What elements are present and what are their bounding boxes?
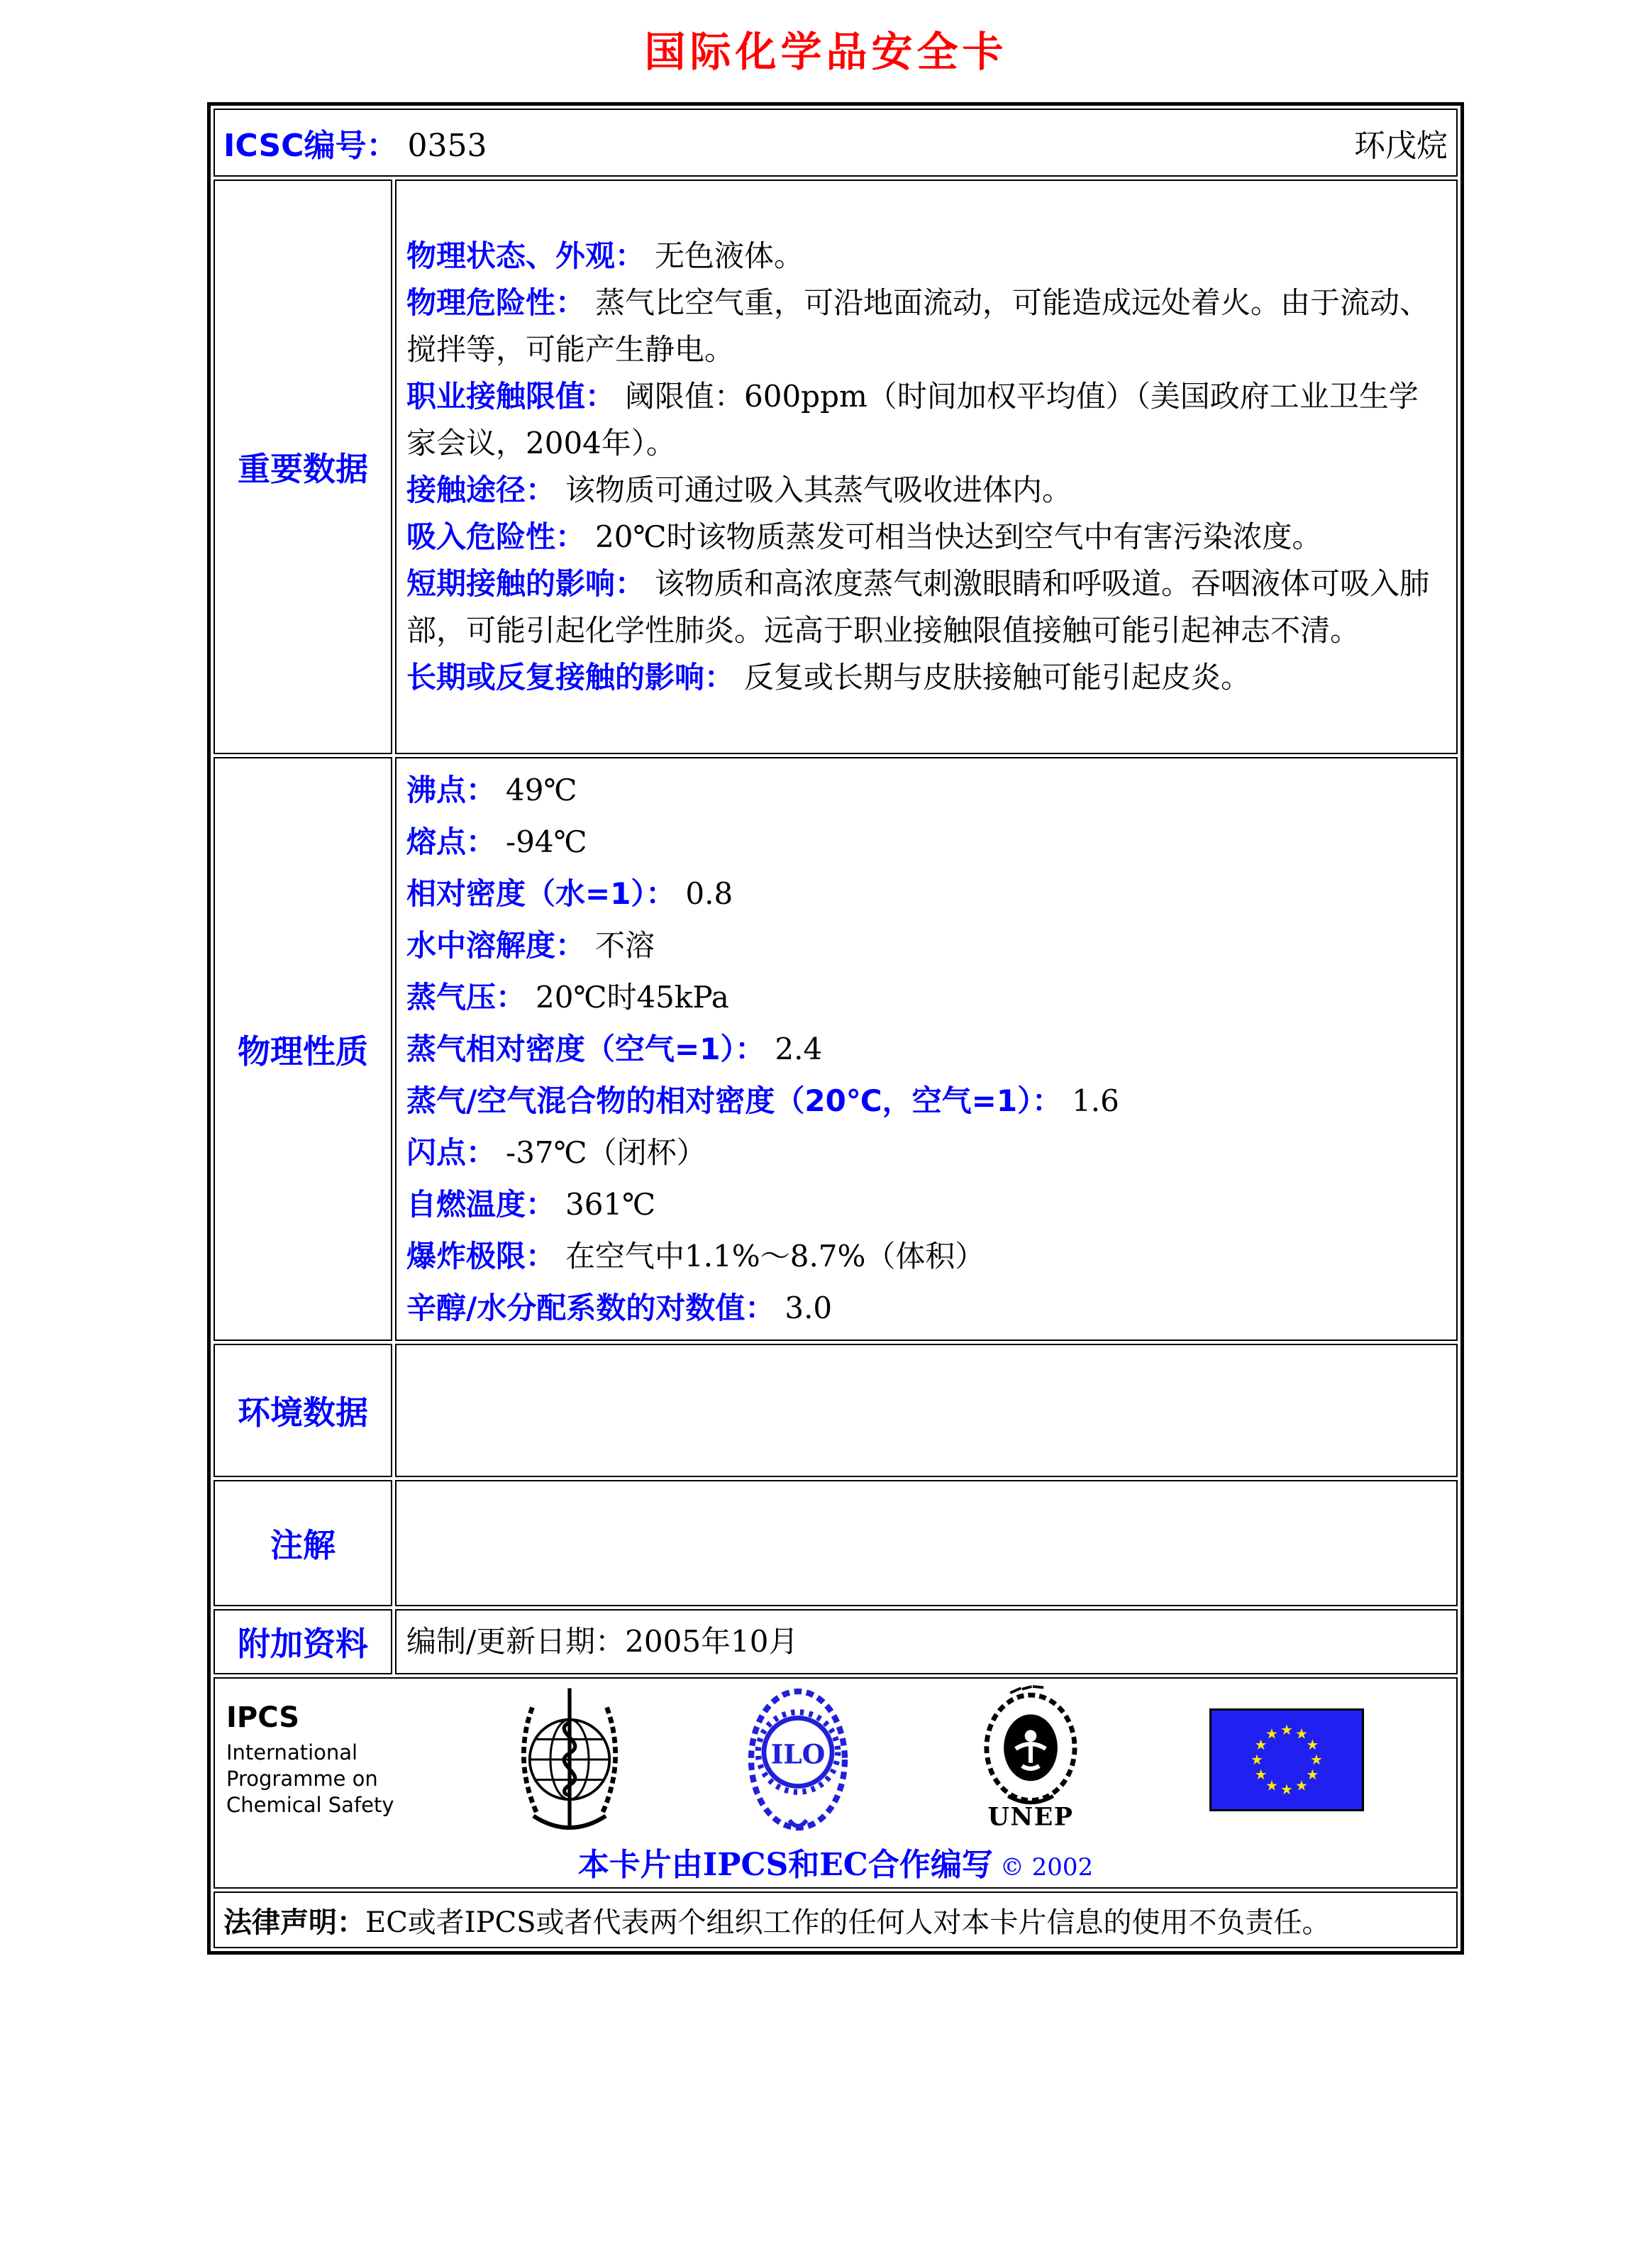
caption-text: 本卡片由IPCS和EC合作编写 [577,1847,993,1883]
legal-row [214,1891,1458,1948]
legal-cell [214,1891,1458,1948]
field-value: 阈限值：600ppm（时间加权平均值）（美国政府工业卫生学家会议，2004年）。 [406,379,1419,460]
legal-label: 法律声明： [223,1906,365,1939]
field-value: 反复或长期与皮肤接触可能引起皮炎。 [744,660,1251,695]
section-label-environmental-data: 环境数据 [214,1344,392,1477]
ipcs-line: International [226,1740,358,1764]
important-data-item [406,654,1446,701]
field-label: 蒸气相对密度（空气=1）： [406,1032,765,1066]
chemical-name: 环戊烷 [1354,128,1448,164]
field-label: 长期或反复接触的影响： [406,660,735,695]
field-label: 爆炸极限： [406,1239,556,1274]
physical-properties-content [395,757,1458,1341]
field-value: 在空气中1.1%～8.7%（体积） [565,1239,985,1274]
field-label: 编制/更新日期： [406,1624,626,1659]
svg-text:★: ★ [1295,1725,1308,1742]
field-value: 该物质和高浓度蒸气刺激眼睛和呼吸道。吞咽液体可吸入肺部，可能引起化学性肺炎。远高于职业接触限值接触可能引起神志不清。 [406,566,1430,648]
field-value: 49℃ [506,773,577,807]
field-value: 20℃时该物质蒸发可相当快达到空气中有害污染浓度。 [595,519,1322,554]
icsc-number-label: ICSC编号： [223,128,398,164]
field-label: 闪点： [406,1135,497,1170]
field-label: 辛醇/水分配系数的对数值： [406,1291,775,1325]
field-value: 0.8 [685,876,733,911]
field-value: 无色液体。 [655,238,804,273]
important-data-item [406,280,1446,373]
safety-card-table [207,102,1464,1955]
physical-property-item [406,1023,1446,1075]
environmental-data-row [214,1344,1458,1477]
field-value: 蒸气比空气重，可沿地面流动，可能造成远处着火。由于流动、搅拌等，可能产生静电。 [406,285,1430,367]
svg-text:★: ★ [1251,1750,1263,1768]
icsc-number-group [223,120,487,165]
field-label: 蒸气压： [406,980,526,1015]
svg-text:★: ★ [1254,1735,1268,1753]
field-value: 该物质可通过吸入其蒸气吸收进体内。 [565,473,1072,507]
important-data-item [406,467,1446,514]
field-label: 短期接触的影响： [406,566,645,601]
physical-property-item [406,1230,1446,1282]
field-value: 2.4 [775,1032,823,1066]
svg-text:★: ★ [1265,1725,1278,1742]
physical-property-item [406,971,1446,1023]
important-data-row [214,179,1458,754]
important-data-item [406,514,1446,560]
section-label-additional-info: 附加资料 [214,1609,392,1674]
svg-text:★: ★ [1306,1735,1319,1753]
field-label: 蒸气/空气混合物的相对密度（20℃，空气=1）： [406,1083,1063,1118]
cooperation-caption [215,1839,1456,1884]
ilo-logo-letters: ILO [770,1738,826,1770]
legal-text: EC或者IPCS或者代表两个组织工作的任何人对本卡片信息的使用不负责任。 [365,1906,1331,1939]
field-label: 沸点： [406,773,497,807]
notes-content [395,1480,1458,1606]
field-label: 熔点： [406,824,497,859]
field-label: 接触途径： [406,473,556,507]
svg-text:★: ★ [1295,1776,1308,1794]
important-data-item [406,233,1446,280]
ipcs-acronym: IPCS [226,1701,300,1734]
field-value: -37℃（闭杯） [506,1135,706,1170]
svg-text:★: ★ [1280,1780,1293,1798]
notes-row [214,1480,1458,1606]
field-value: 1.6 [1072,1083,1119,1118]
field-label: 吸入危险性： [406,519,586,554]
logos-row [214,1677,1458,1889]
page-title: 国际化学品安全卡 [644,28,1008,76]
field-value: -94℃ [506,824,587,859]
field-label: 相对密度（水=1）： [406,876,676,911]
field-label: 职业接触限值： [406,379,616,414]
important-data-item [406,373,1446,467]
ilo-logo-icon [745,1684,851,1835]
field-value: 361℃ [565,1187,656,1222]
physical-property-item [406,1282,1446,1334]
additional-info-row [214,1609,1458,1674]
physical-properties-row [214,757,1458,1341]
svg-text:★: ★ [1265,1776,1278,1794]
important-data-item [406,560,1446,654]
physical-property-item [406,764,1446,816]
physical-property-item [406,868,1446,919]
icsc-header-row [214,109,1458,177]
physical-property-item [406,816,1446,868]
physical-property-item [406,1075,1446,1127]
unep-logo-icon [974,1684,1087,1835]
who-logo-icon [516,1684,623,1835]
field-value: 3.0 [785,1291,833,1325]
section-label-notes: 注解 [214,1480,392,1606]
physical-property-item [406,1127,1446,1178]
icsc-header-cell [214,109,1458,177]
physical-property-item [406,919,1446,971]
field-label: 自燃温度： [406,1187,556,1222]
unep-logo-letters: UNEP [987,1802,1074,1832]
important-data-content [395,179,1458,754]
field-label: 物理危险性： [406,285,586,320]
ipcs-line: Chemical Safety [226,1792,394,1817]
ipcs-text-block [226,1701,394,1818]
logos-cell [214,1677,1458,1889]
update-date-item [406,1618,1446,1665]
svg-text:★: ★ [1306,1765,1319,1783]
physical-property-item [406,1178,1446,1230]
field-value: 20℃时45kPa [536,980,729,1015]
section-label-important-data: 重要数据 [214,179,392,754]
section-label-physical-properties: 物理性质 [214,757,392,1341]
svg-text:★: ★ [1280,1721,1293,1738]
field-value: 2005年10月 [625,1624,799,1659]
svg-text:★: ★ [1254,1765,1268,1783]
environmental-data-content [395,1344,1458,1477]
copyright-text: © 2002 [999,1853,1094,1882]
field-label: 物理状态、外观： [406,238,645,273]
eu-flag-icon [1209,1708,1364,1811]
additional-info-content [395,1609,1458,1674]
field-label: 水中溶解度： [406,928,586,963]
svg-text:★: ★ [1310,1750,1323,1768]
icsc-number-value: 0353 [407,128,487,164]
ipcs-line: Programme on [226,1766,378,1791]
field-value: 不溶 [595,928,655,963]
